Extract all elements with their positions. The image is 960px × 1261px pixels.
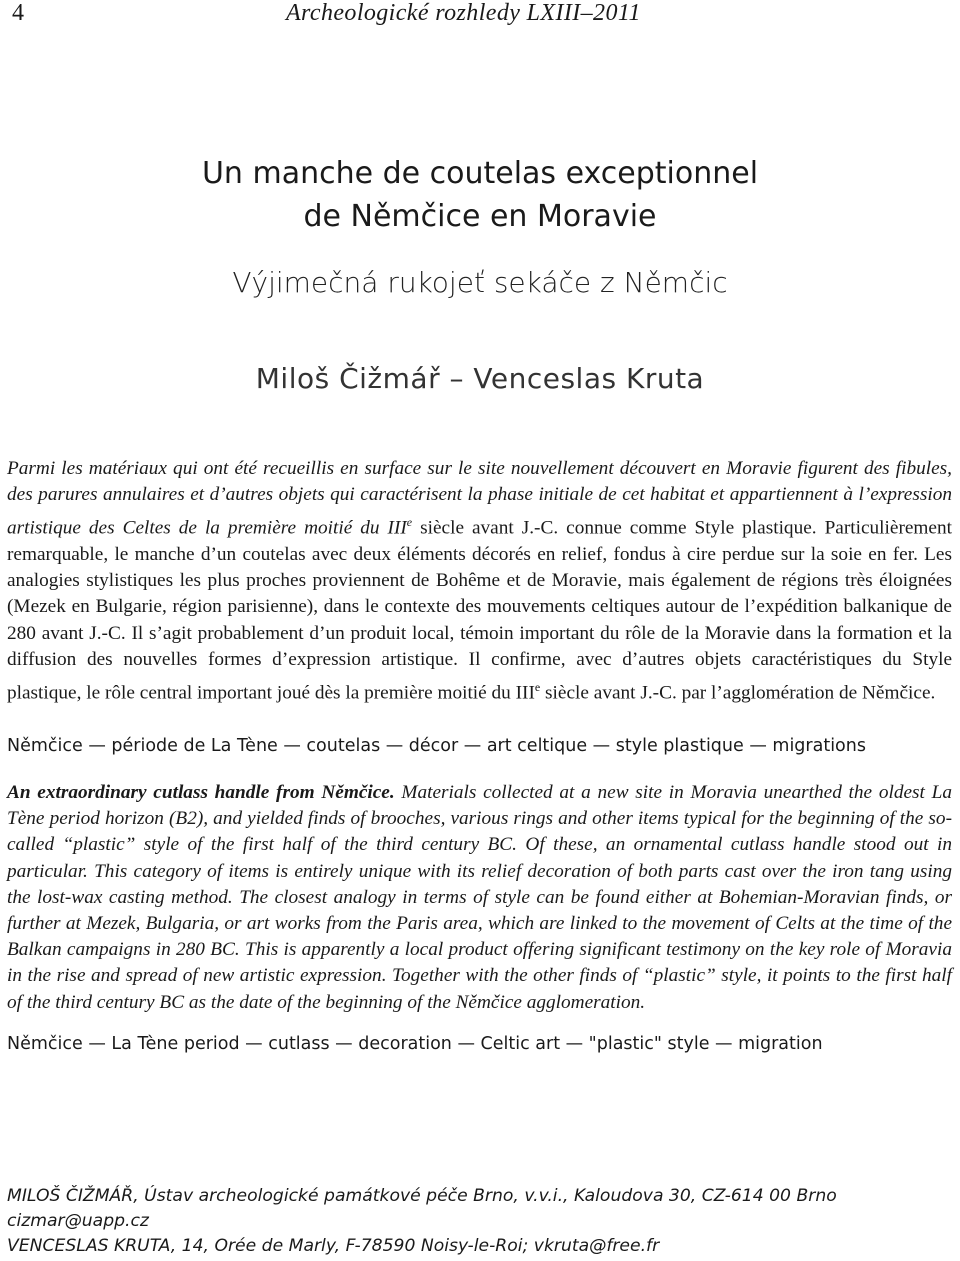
affiliation-line-3: VENCESLAS KRUTA, 14, Orée de Marly, F-78590 Noisy-le-Roi; vkruta@free.fr xyxy=(7,1236,660,1256)
keywords-english: Němčice — La Tène period — cutlass — decoration — Celtic art — "plastic" style — migration xyxy=(7,1034,823,1054)
abstract-superscript-2: e xyxy=(534,679,541,694)
page-header xyxy=(6,0,960,30)
abstract-part-3: siècle avant J.-C. par l’agglomération de Němčice. xyxy=(540,682,936,704)
article-title xyxy=(0,152,960,238)
author-affiliations xyxy=(7,1184,952,1259)
page-number: 4 xyxy=(12,0,24,26)
keywords-french: Němčice — période de La Tène — coutelas — décor — art celtique — style plastique — migrations xyxy=(7,736,866,756)
authors: Miloš Čižmář – Venceslas Kruta xyxy=(255,362,705,395)
article-subtitle: Výjimečná rukojeť sekáče z Němčic xyxy=(232,266,728,299)
abstract-superscript-1: e xyxy=(406,514,413,529)
affiliation-email[interactable]: cizmar@uapp.cz xyxy=(7,1211,149,1231)
abstract-french xyxy=(7,456,952,707)
summary-english xyxy=(7,780,952,1016)
running-title: Archeologické rozhledy LXIII–2011 xyxy=(286,0,641,26)
summary-title: An extraordinary cutlass handle from Němčice. xyxy=(7,782,395,803)
affiliation-line-1: MILOŠ ČIŽMÁŘ, Ústav archeologické památkové péče Brno, v.v.i., Kaloudova 30, CZ-614 00 Brno xyxy=(7,1186,837,1206)
article-title-line1: Un manche de coutelas exceptionnel xyxy=(201,156,759,191)
summary-body: Materials collected at a new site in Moravia unearthed the oldest La Tène period horizon (B2), and yielded finds of brooches, various rings and other items typical for the beginning of the so-called “plastic” style of the first half of the third century BC. Of these, an ornamental cutlass handle stood out in particular. This category of items is entirely unique with its relief decoration of both parts cast over the iron tang using the lost-wax casting method. The closest analogy in terms of style can be found either at Bohemian-Moravian finds, or further at Mezek, Bulgaria, or art works from the Paris area, which are linked to the movement of Celts at the time of the Balkan campaigns in 280 BC. This is apparently a local product offering significant testimony on the key role of Moravia in the rise and spread of new artistic expression. Together with the other finds of “plastic” style, it points to the first half of the third century BC as the date of the beginning of the Němčice agglomeration. xyxy=(7,782,952,1013)
abstract-part-2: siècle avant J.-C. connue comme Style plastique. Particulièrement remarquable, le manche d’un coutelas avec deux éléments décorés en relief, fondus à cire perdue sur la soie en fer. Les analogies stylistiques les plus proches proviennent de Bohême et de Moravie, mais également de régions très éloignées (Mezek en Bulgarie, région parisienne), dans le contexte des mouvements celtiques autour de l’expédition balkanique de 280 avant J.-C. Il s’agit probablement d’un produit local, témoin important du rôle de la Moravie dans la formation et la diffusion des nouvelles formes d’expression artistique. Il confirme, avec d’autres objets caractéristiques du Style plastique, le rôle central important joué dès la première moitié du III xyxy=(7,517,952,704)
article-title-line2: de Němčice en Moravie xyxy=(303,199,657,234)
abstract-part-1: Parmi les matériaux qui ont été recueillis en surface sur le site nouvellement découvert en Moravie figurent des fibules, des parures annulaires et d’autres objets qui caractérisent la phase initiale de cet habitat et appartiennent à l’expression artistique des Celtes de la première moitié du III xyxy=(7,458,952,539)
